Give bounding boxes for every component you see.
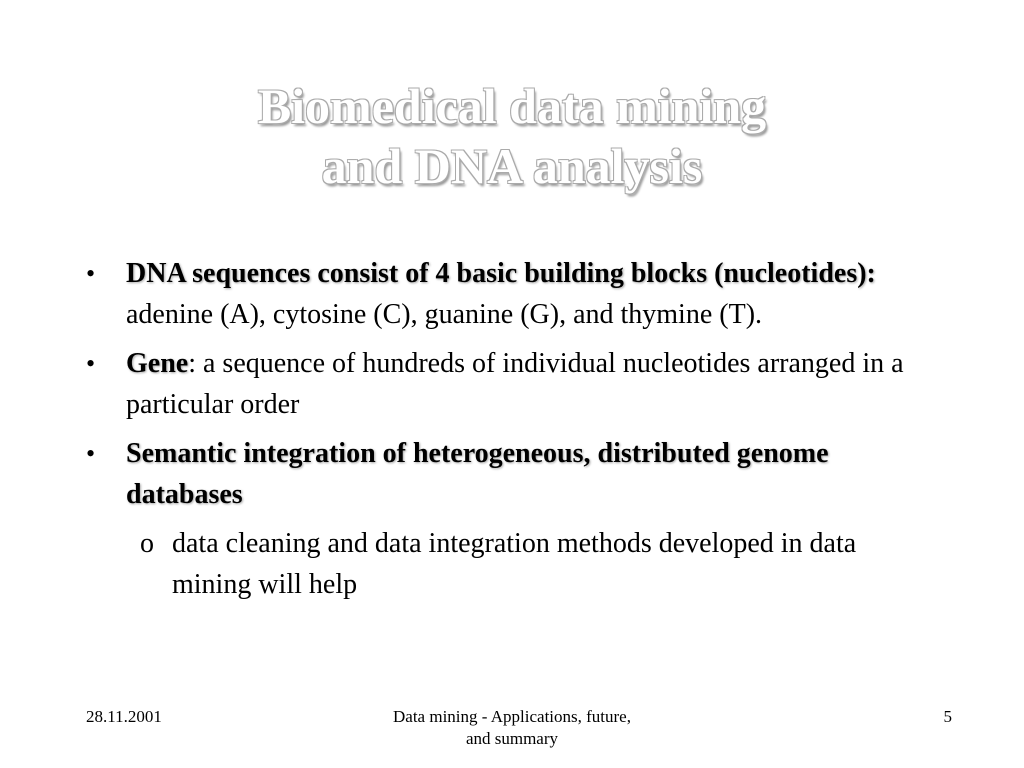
bullet-emphasis: Gene [126, 348, 189, 379]
slide-title-line-1: Biomedical data mining [257, 78, 767, 134]
bullet-text: adenine (A), cytosine (C), guanine (G), and thymine (T). [126, 299, 763, 330]
sub-bullet-marker: o [140, 528, 154, 559]
slide-title [0, 76, 1024, 196]
slide-title-line-2: and DNA analysis [321, 138, 703, 194]
page-number: 5 [943, 707, 952, 726]
footer-date: 28.11.2001 [86, 707, 162, 726]
bullet-emphasis: Semantic integration of heterogeneous, distributed genome databases [126, 438, 829, 510]
bullet-list [82, 253, 922, 605]
bullet-marker: • [86, 259, 96, 288]
sub-bullet-text: data cleaning and data integration methods developed in data mining will help [172, 528, 857, 600]
footer-title [312, 706, 712, 750]
bullet-item [82, 253, 922, 335]
bullet-item [82, 433, 922, 515]
bullet-emphasis: DNA sequences consist of 4 basic building blocks (nucleotides): [126, 258, 876, 289]
sub-bullet-item [82, 523, 922, 605]
bullet-text: : a sequence of hundreds of individual nucleotides arranged in a particular order [126, 348, 904, 420]
bullet-item [82, 343, 922, 425]
bullet-marker: • [86, 349, 96, 378]
footer-title-line-1: Data mining - Applications, future, [393, 707, 631, 726]
footer-title-line-2: and summary [465, 729, 559, 748]
bullet-marker: • [86, 439, 96, 468]
